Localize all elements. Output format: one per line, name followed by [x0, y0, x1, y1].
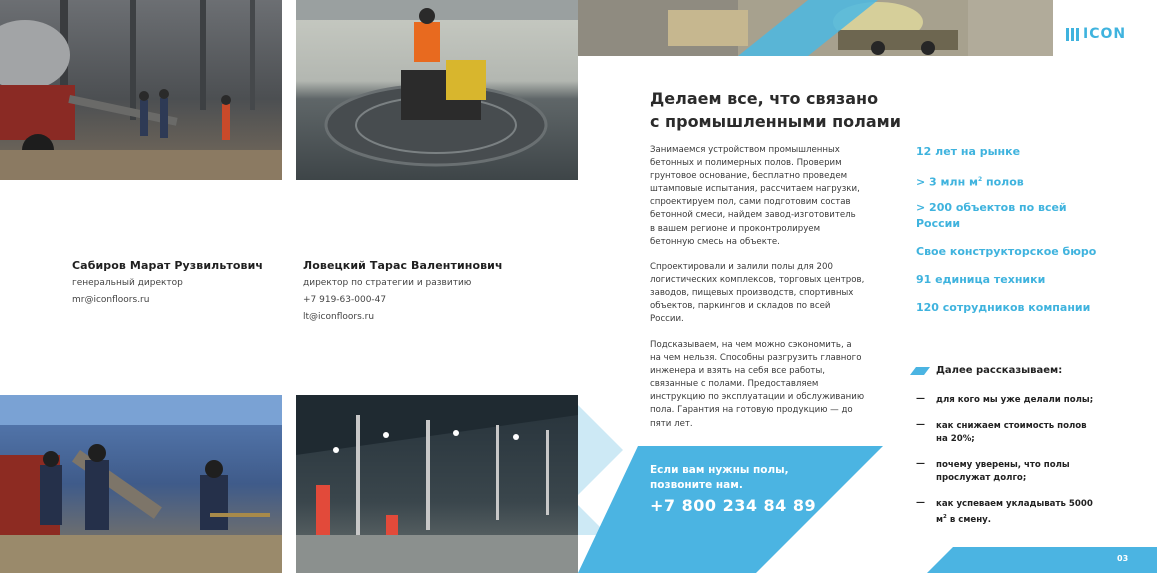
contact-card-1: [72, 259, 292, 309]
text-line: пяти лет.: [650, 418, 693, 429]
contact-phone[interactable]: +7 919-63-000-47: [303, 295, 387, 305]
dash: —: [916, 498, 925, 508]
body-paragraph-3: [650, 339, 890, 431]
stat-objects-line-1: > 200 объектов по всей: [916, 201, 1067, 214]
next-item-3: [916, 459, 1116, 485]
text-line: инженера и взять на себя все работы,: [650, 366, 825, 377]
body-paragraph-2: [650, 261, 890, 326]
text-line: Подсказываем, на чем можно сэкономить, а: [650, 340, 852, 350]
photo-trucks-banner: [578, 0, 1053, 56]
dash: —: [916, 394, 925, 404]
dash: —: [916, 420, 925, 430]
page-title-line-2: с промышленными полами: [650, 112, 901, 131]
cta-phone[interactable]: +7 800 234 84 89: [650, 496, 817, 515]
cta-text-line-1: Если вам нужны полы,: [650, 464, 789, 476]
text-line: логистических комплексов, торговых центров,: [650, 275, 865, 286]
contact-email[interactable]: mr@iconfloors.ru: [72, 295, 150, 305]
cta-text-line-2: позвоните нам.: [650, 479, 743, 491]
stat-area-value: > 3 млн м: [916, 175, 978, 189]
next-item-text: на 20%;: [936, 434, 975, 444]
next-item-text: как снижаем стоимость полов: [936, 421, 1087, 431]
text-line: бетонную смесь на объекте.: [650, 236, 780, 247]
stat-employees: 120 сотрудников компании: [916, 301, 1091, 314]
contact-name: Сабиров Марат Рузвильтович: [72, 259, 264, 272]
text-line: в вашем регионе и проконтролируем: [650, 223, 821, 234]
contact-role: генеральный директор: [72, 278, 183, 288]
next-item-4: [916, 498, 1116, 527]
page-title: [650, 87, 910, 133]
next-section-marker-icon: [910, 367, 930, 375]
text-line: бетонных и полимерных полов. Проверим: [650, 158, 842, 169]
contact-email[interactable]: lt@iconfloors.ru: [303, 312, 375, 322]
text-line: грунтовое основание, бесплатно проведем: [650, 171, 848, 182]
cta-block: [650, 463, 816, 515]
photo-warehouse: [296, 395, 578, 573]
next-section-title: Далее рассказываем:: [936, 365, 1063, 376]
text-line: Занимаемся устройством промышленных: [650, 145, 840, 155]
next-item-text: м: [936, 514, 944, 525]
text-line: спроектируем пол, сами подготовим состав: [650, 197, 851, 208]
stat-objects-line-2: России: [916, 217, 961, 230]
stat-area-unit: полов: [982, 175, 1024, 189]
text-line: пола. Гарантия на готовую продукцию — до: [650, 405, 853, 416]
text-line: России.: [650, 314, 684, 325]
next-item-text: для кого мы уже делали полы;: [936, 395, 1094, 405]
text-line: штамповые испытания, рассчитаем нагрузки,: [650, 184, 860, 195]
next-item-text: в смену.: [946, 514, 992, 525]
next-item-sup: 2: [943, 514, 947, 520]
photo-workers: [0, 395, 282, 573]
text-line: инструкцию по эксплуатации и обслуживанию: [650, 392, 865, 403]
contact-card-2: [303, 259, 563, 326]
text-line: на чем нельзя. Способны разгрузить главного: [650, 353, 862, 364]
stat-years: 12 лет на рынке: [916, 145, 1021, 158]
logo: [1066, 26, 1126, 42]
body-paragraph-1: [650, 144, 890, 249]
stat-equipment: 91 единица техники: [916, 273, 1046, 286]
photo-concrete-mixer: [0, 0, 282, 180]
page-number: 03: [1117, 554, 1129, 563]
contact-name: Ловецкий Тарас Валентинович: [303, 259, 503, 272]
stat-objects: [916, 200, 1067, 232]
next-item-1: [916, 394, 1116, 407]
page-title-line-1: Делаем все, что связано: [650, 89, 879, 108]
next-item-text: как успеваем укладывать 5000: [936, 499, 1093, 509]
logo-icon: [1066, 28, 1079, 41]
text-line: заводов, пищевых производств, спортивных: [650, 288, 854, 299]
photo-power-trowel: [296, 0, 578, 180]
text-line: бетонной смеси, найдем завод-изготовитель: [650, 210, 856, 221]
dash: —: [916, 459, 925, 469]
text-line: Спроектировали и залили полы для 200: [650, 262, 833, 272]
text-line: объектов, паркингов и складов по всей: [650, 301, 831, 312]
next-item-text: прослужат долго;: [936, 473, 1027, 483]
next-item-text: почему уверены, что полы: [936, 460, 1070, 470]
stat-area-sup: 2: [978, 176, 983, 183]
contact-role: директор по стратегии и развитию: [303, 278, 472, 288]
stat-bureau: Свое конструкторское бюро: [916, 245, 1097, 258]
stat-area: [916, 172, 1024, 191]
text-line: связанные с полами. Предоставляем: [650, 379, 819, 390]
next-item-2: [916, 420, 1116, 446]
logo-text: ICON: [1083, 26, 1127, 42]
